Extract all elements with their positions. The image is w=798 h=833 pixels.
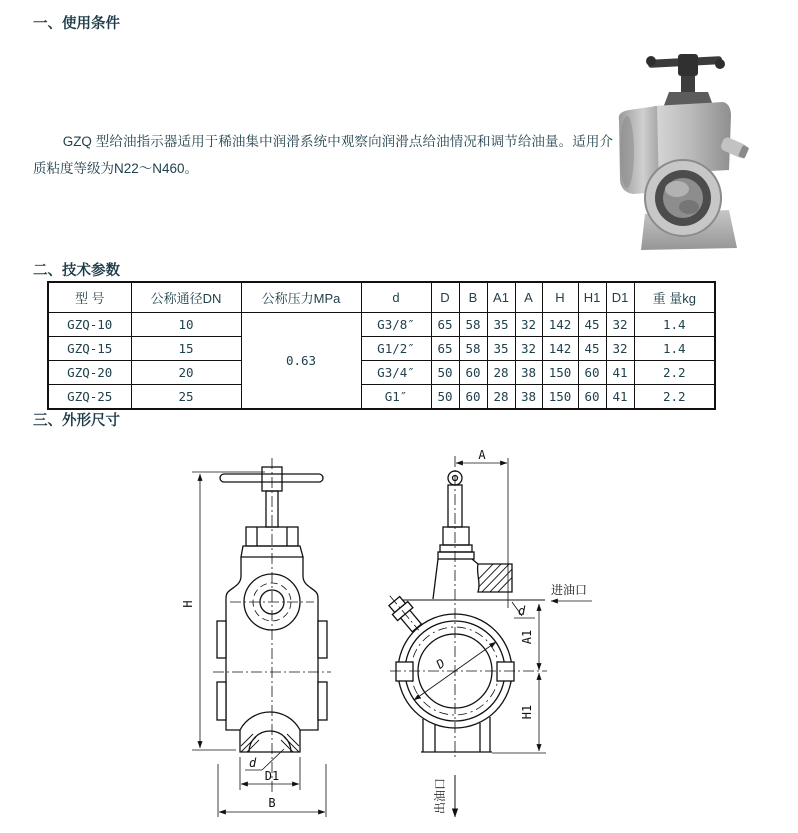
cell-A: 38 [515,361,542,385]
cell-model: GZQ-15 [48,337,131,361]
cell-B: 60 [459,385,487,410]
dim-label-B: B [268,796,276,810]
cell-dn: 10 [131,313,241,337]
cell-D1: 32 [606,337,634,361]
dim-label-D1: D1 [264,769,280,783]
col-header-A1: A1 [487,282,515,313]
cell-H1: 60 [578,361,606,385]
cell-H1: 60 [578,385,606,410]
cell-D: 65 [431,337,459,361]
col-header-d: d [361,282,431,313]
cell-model: GZQ-10 [48,313,131,337]
specs-table [47,281,716,410]
cell-d: G3/4″ [361,361,431,385]
cell-model: GZQ-25 [48,385,131,410]
table-header-row [48,282,715,313]
cell-weight: 2.2 [634,361,715,385]
section-heading-dimensions: 三、外形尺寸 [33,413,120,429]
cell-D: 50 [431,385,459,410]
valve-photo-shapes [619,54,750,250]
cell-D: 50 [431,361,459,385]
section-heading-usage: 一、使用条件 [33,16,120,32]
inlet-port-label: 进油口 [551,583,588,597]
dim-label-d-side: d [518,604,526,618]
cell-D1: 32 [606,313,634,337]
cell-dn: 20 [131,361,241,385]
cell-weight: 1.4 [634,313,715,337]
section-hatch [241,734,299,752]
cell-A1: 28 [487,385,515,410]
cell-H: 150 [542,385,578,410]
dim-label-D: D [433,655,448,672]
col-header-B: B [459,282,487,313]
col-header-weight: 重 量kg [634,282,715,313]
cell-dn: 25 [131,385,241,410]
table-row [48,337,715,361]
cell-H: 150 [542,361,578,385]
dim-label-A1: A1 [520,629,534,645]
cell-model: GZQ-20 [48,361,131,385]
usage-paragraph: GZQ 型给油指示器适用于稀油集中润滑系统中观察向润滑点给油情况和调节给油量。适用介质粘度等级为N22～N460。 [33,134,613,176]
outlet-port-label: 出油口 [433,777,447,815]
col-header-A: A [515,282,542,313]
table-row [48,385,715,410]
cell-D1: 41 [606,385,634,410]
dim-label-H1: H1 [520,704,534,720]
col-header-dn: 公称通径DN [131,282,241,313]
cell-B: 58 [459,313,487,337]
col-header-model: 型 号 [48,282,131,313]
col-header-H: H [542,282,578,313]
dim-label-H: H [181,600,195,608]
table-row [48,313,715,337]
col-header-D1: D1 [606,282,634,313]
cell-D1: 41 [606,361,634,385]
cell-H: 142 [542,313,578,337]
cell-d: G1/2″ [361,337,431,361]
cell-A1: 28 [487,361,515,385]
cell-A: 32 [515,337,542,361]
cell-H: 142 [542,337,578,361]
cell-A1: 35 [487,337,515,361]
cell-weight: 1.4 [634,337,715,361]
cell-B: 60 [459,361,487,385]
dimension-lines [192,472,326,817]
table-row [48,361,715,385]
col-header-H1: H1 [578,282,606,313]
front-view-drawing [150,440,360,833]
cell-A: 38 [515,385,542,410]
cell-D: 65 [431,313,459,337]
dim-label-d-front: d [249,756,257,770]
col-header-D: D [431,282,459,313]
side-view-drawing [370,440,620,833]
center-lines [213,458,331,795]
cell-H1: 45 [578,337,606,361]
cell-B: 58 [459,337,487,361]
cell-pressure: 0.63 [241,313,361,410]
cell-A1: 35 [487,313,515,337]
product-photo [617,42,760,253]
section-heading-specs: 二、技术参数 [33,263,120,279]
cell-A: 32 [515,313,542,337]
cell-d: G1″ [361,385,431,410]
dim-label-A: A [478,448,486,462]
cell-weight: 2.2 [634,385,715,410]
cell-d: G3/8″ [361,313,431,337]
cell-dn: 15 [131,337,241,361]
cell-H1: 45 [578,313,606,337]
port-hatch [462,560,529,596]
col-header-pressure: 公称压力MPa [241,282,361,313]
